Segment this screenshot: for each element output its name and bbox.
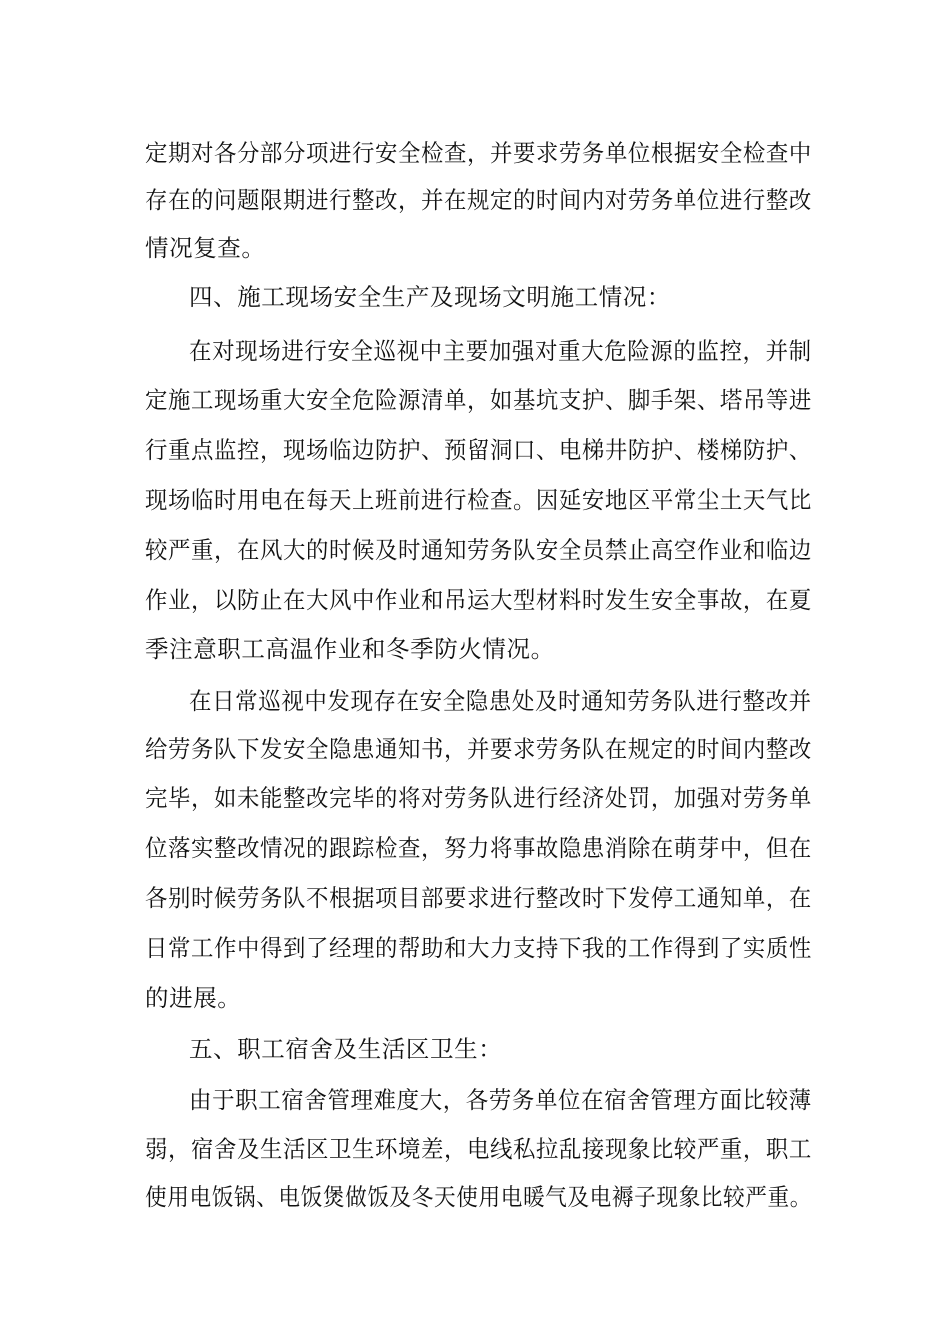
text-line: 定期对各分部分项进行安全检查，并要求劳务单位根据安全检查中 [145, 139, 812, 167]
text-line: 存在的问题限期进行整改，并在规定的时间内对劳务单位进行整改 [145, 186, 812, 214]
section-heading: 四、施工现场安全生产及现场文明施工情况： [189, 283, 671, 311]
text-line: 定施工现场重大安全危险源清单，如基坑支护、脚手架、塔吊等进 [145, 386, 812, 414]
text-line: 在日常巡视中发现存在安全隐患处及时通知劳务队进行整改并 [189, 687, 812, 715]
text-line: 由于职工宿舍管理难度大，各劳务单位在宿舍管理方面比较薄 [189, 1086, 812, 1114]
text-line: 较严重，在风大的时候及时通知劳务队安全员禁止高空作业和临边 [145, 536, 812, 564]
text-line: 日常工作中得到了经理的帮助和大力支持下我的工作得到了实质性 [145, 934, 812, 962]
text-line: 弱，宿舍及生活区卫生环境差，电线私拉乱接现象比较严重，职工 [145, 1135, 812, 1163]
text-line: 的进展。 [145, 984, 242, 1012]
text-line: 情况复查。 [145, 234, 266, 262]
text-line: 行重点监控，现场临边防护、预留洞口、电梯井防护、楼梯防护、 [145, 436, 812, 464]
text-line: 季注意职工高温作业和冬季防火情况。 [145, 635, 555, 663]
section-heading: 五、职工宿舍及生活区卫生： [189, 1035, 503, 1063]
text-line: 使用电饭锅、电饭煲做饭及冬天使用电暖气及电褥子现象比较严重。 [145, 1183, 812, 1211]
text-line: 现场临时用电在每天上班前进行检查。因延安地区平常尘土天气比 [145, 486, 812, 514]
text-line: 各别时候劳务队不根据项目部要求进行整改时下发停工通知单，在 [145, 884, 812, 912]
text-line: 在对现场进行安全巡视中主要加强对重大危险源的监控，并制 [189, 337, 812, 365]
text-line: 完毕，如未能整改完毕的将对劳务队进行经济处罚，加强对劳务单 [145, 784, 812, 812]
text-line: 给劳务队下发安全隐患通知书，并要求劳务队在规定的时间内整改 [145, 735, 812, 763]
text-line: 位落实整改情况的跟踪检查，努力将事故隐患消除在萌芽中，但在 [145, 834, 812, 862]
text-line: 作业，以防止在大风中作业和吊运大型材料时发生安全事故，在夏 [145, 586, 812, 614]
